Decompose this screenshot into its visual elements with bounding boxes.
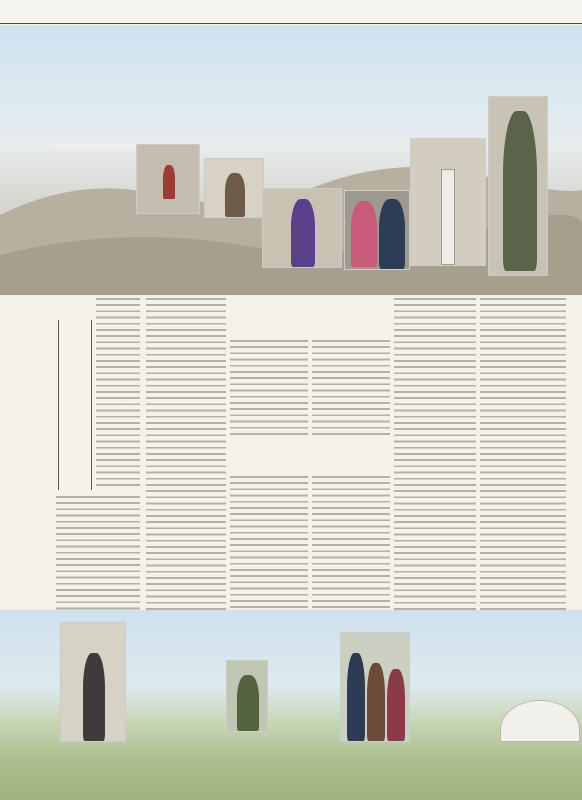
text-column-7: [230, 476, 308, 610]
page-header: [0, 0, 582, 24]
text-column-6: [480, 298, 566, 610]
text-column-3: [230, 340, 308, 436]
photo-boundary-marker: [410, 138, 486, 266]
photo-herder-patrol: [136, 144, 200, 214]
text-column-8: [312, 476, 390, 610]
text-column-5: [394, 298, 476, 610]
text-column-1a: [96, 298, 140, 490]
photo-family-group: [340, 632, 410, 742]
text-column-1: [56, 496, 140, 610]
text-column-4: [312, 340, 390, 436]
photo-binoculars: [204, 158, 264, 218]
photo-child-soldier: [226, 660, 268, 732]
photo-soldier-portrait: [488, 96, 548, 276]
photo-herder-woman: [60, 622, 126, 742]
lead-paragraph: [54, 144, 134, 148]
photo-elder-and-soldier: [344, 190, 410, 270]
photo-woman-purple-robe: [262, 188, 342, 268]
vertical-heading: [58, 320, 92, 490]
text-column-2: [146, 298, 226, 610]
